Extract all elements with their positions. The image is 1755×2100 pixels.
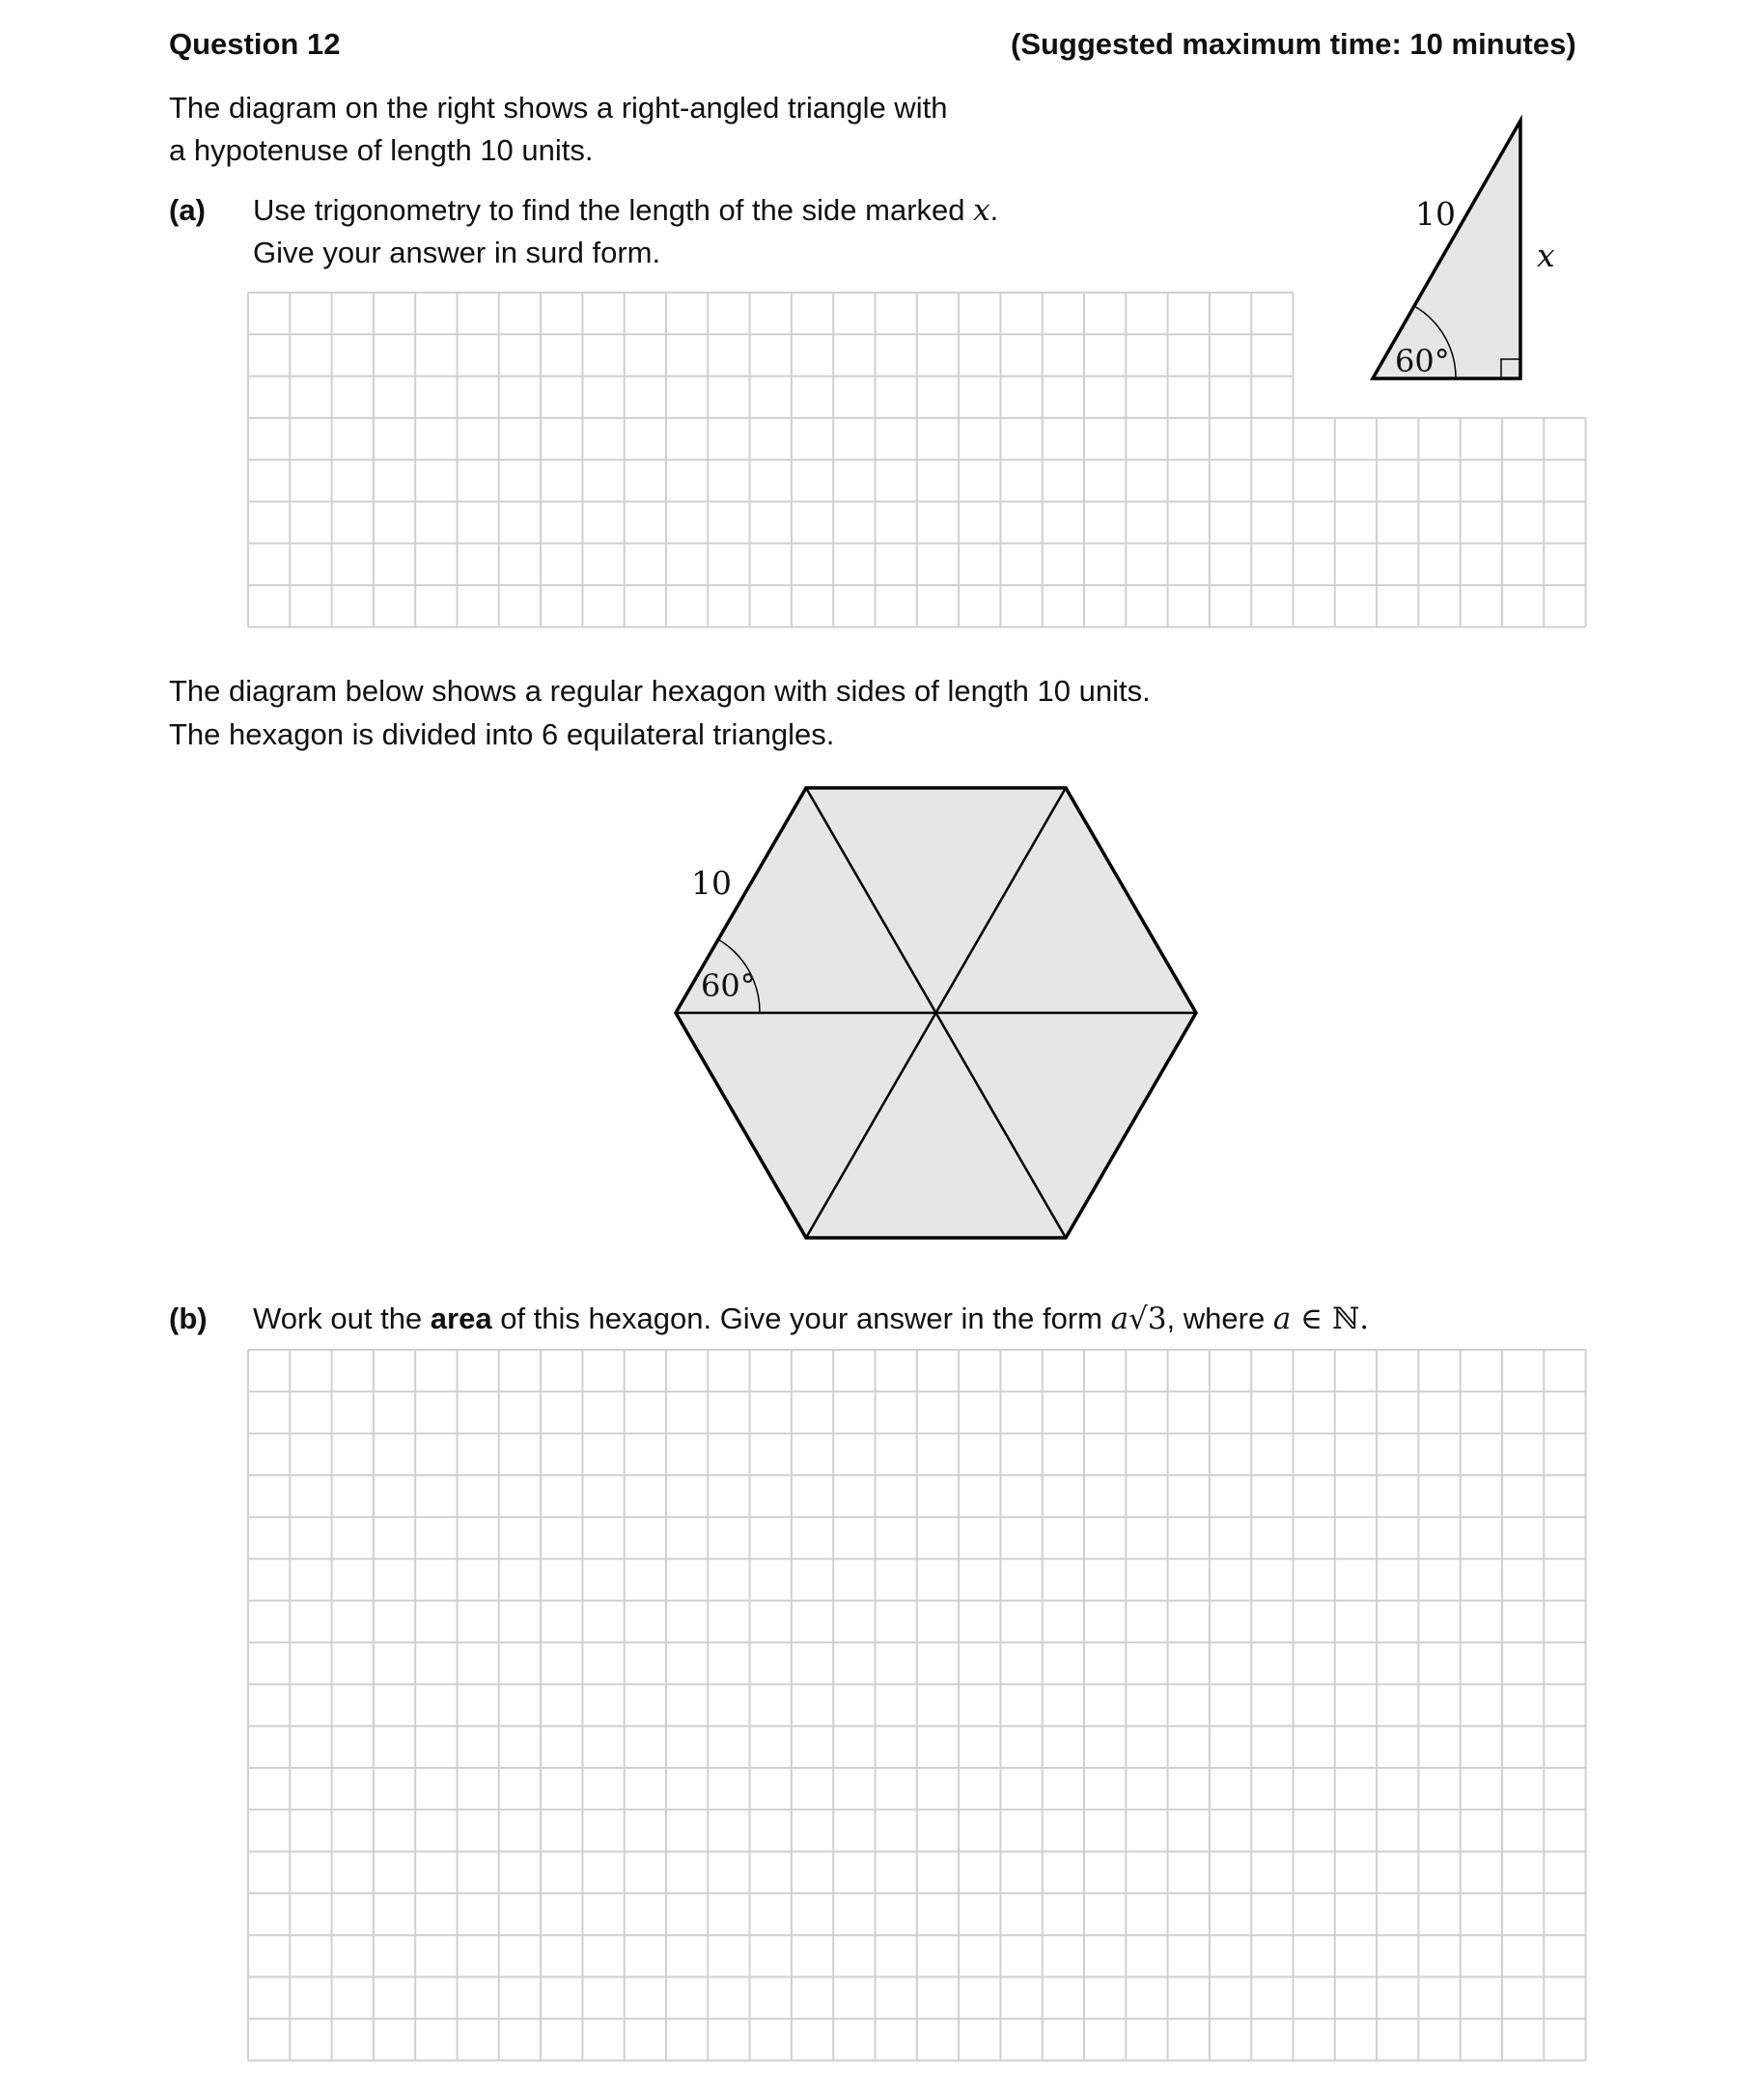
hexagon-diagram [676, 788, 1196, 1238]
form-root-3: √3 [1128, 1302, 1167, 1336]
part-b-mid: of this hexagon. Give your answer in the form [491, 1302, 1111, 1335]
part-a-label: (a) [169, 193, 206, 227]
part-b-label: (b) [169, 1302, 208, 1335]
answer-grid-a[interactable] [248, 293, 1586, 627]
question-title: Question 12 [169, 27, 341, 61]
natural-numbers: ∈ ℕ. [1291, 1302, 1370, 1336]
right-triangle-diagram [1373, 121, 1520, 378]
part-b-bold-area: area [430, 1302, 492, 1335]
hexagon-side-label: 10 [691, 864, 732, 902]
part-b-pre: Work out the [253, 1302, 431, 1335]
hypotenuse-label: 10 [1415, 195, 1456, 233]
part-b-post: , where [1166, 1302, 1273, 1335]
suggested-time: (Suggested maximum time: 10 minutes) [1011, 27, 1576, 61]
period: . [989, 193, 999, 227]
part-a-line-2: Give your answer in surd form. [253, 236, 661, 269]
intro-line-2: a hypotenuse of length 10 units. [169, 133, 594, 167]
triangle-angle-label: 60° [1395, 343, 1450, 379]
hexagon-intro-line-1: The diagram below shows a regular hexagon with sides of length 10 units. [169, 674, 1151, 708]
part-a-text: Use trigonometry to find the length of the side marked [253, 193, 974, 227]
intro-line-1: The diagram on the right shows a right-angled triangle with [169, 91, 948, 125]
answer-grid-b[interactable] [248, 1350, 1586, 2060]
form-a: a [1110, 1302, 1129, 1336]
side-x-label: x [1537, 237, 1555, 274]
hexagon-intro-line-2: The hexagon is divided into 6 equilateral triangles. [169, 717, 835, 751]
var-a: a [1272, 1302, 1292, 1336]
variable-x: x [973, 193, 990, 228]
hexagon-angle-label: 60° [701, 967, 756, 1004]
